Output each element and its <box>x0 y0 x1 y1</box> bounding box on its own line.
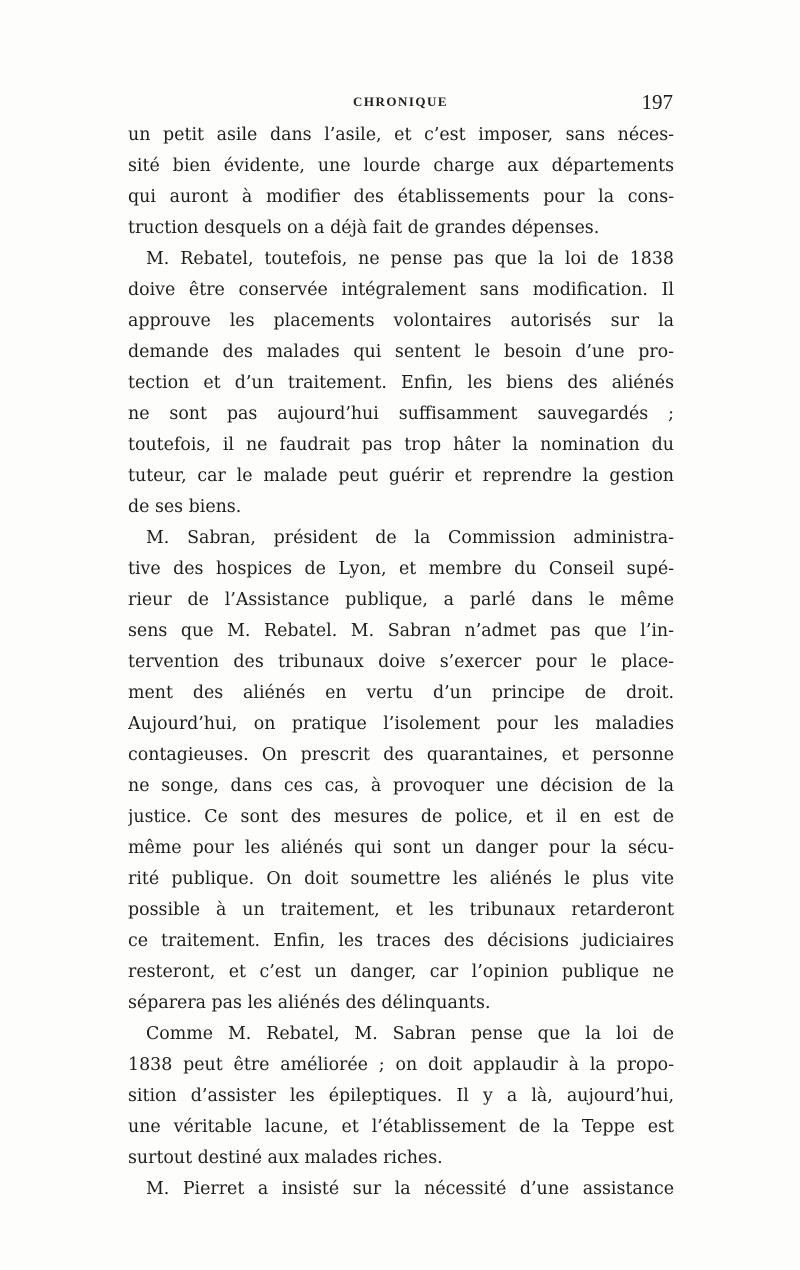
text-line: rieur de l’Assistance publique, a parlé dans le même <box>128 590 674 610</box>
text-line: ment des aliénés en vertu d’un principe de droit. <box>128 683 674 703</box>
text-line: M. Pierret a insisté sur la nécessité d’une assistance <box>146 1179 674 1199</box>
text-line: tive des hospices de Lyon, et membre du Conseil supé- <box>128 559 674 579</box>
text-line: rité publique. On doit soumettre les aliénés le plus vite <box>128 869 674 889</box>
text-line: 1838 peut être améliorée ; on doit applaudir à la propo- <box>128 1055 674 1075</box>
text-line: resteront, et c’est un danger, car l’opinion publique ne <box>128 962 674 982</box>
running-title: CHRONIQUE <box>352 94 449 109</box>
text-line: possible à un traitement, et les tribunaux retarderont <box>128 900 674 920</box>
text-line: tection et d’un traitement. Enfin, les biens des aliénés <box>128 373 674 393</box>
text-line: Aujourd’hui, on pratique l’isolement pour les maladies <box>128 714 674 734</box>
text-line: séparera pas les aliénés des délinquants. <box>128 993 491 1013</box>
text-line: un petit asile dans l’asile, et c’est imposer, sans néces- <box>128 125 674 145</box>
text-line: sens que M. Rebatel. M. Sabran n’admet pas que l’in- <box>128 621 674 641</box>
text-line: ne songe, dans ces cas, à provoquer une décision de la <box>128 776 674 796</box>
text-line: surtout destiné aux malades riches. <box>128 1148 443 1168</box>
text-line: sition d’assister les épileptiques. Il y a là, aujourd’hui, <box>128 1086 674 1106</box>
text-line: M. Sabran, président de la Commission administra- <box>146 528 674 548</box>
text-line: même pour les aliénés qui sont un danger pour la sécu- <box>128 838 674 858</box>
running-head <box>128 90 673 114</box>
text-line: ce traitement. Enfin, les traces des décisions judiciaires <box>128 931 674 951</box>
text-line: de ses biens. <box>128 497 242 517</box>
text-line: sité bien évidente, une lourde charge aux départements <box>128 156 674 176</box>
body-text <box>128 120 674 1205</box>
text-line: ne sont pas aujourd’hui suffisamment sauvegardés ; <box>128 404 674 424</box>
text-line: truction desquels on a déjà fait de grandes dépenses. <box>128 218 600 238</box>
text-line: Comme M. Rebatel, M. Sabran pense que la loi de <box>146 1024 674 1044</box>
page-number: 197 <box>641 90 673 114</box>
text-line: contagieuses. On prescrit des quarantaines, et personne <box>128 745 674 765</box>
text-line: qui auront à modifier des établissements pour la cons- <box>128 187 674 207</box>
text-line: justice. Ce sont des mesures de police, et il en est de <box>128 807 674 827</box>
text-line: tervention des tribunaux doive s’exercer pour le place- <box>128 652 674 672</box>
text-line: toutefois, il ne faudrait pas trop hâter la nomination du <box>128 435 674 455</box>
text-line: doive être conservée intégralement sans modification. Il <box>128 280 674 300</box>
text-line: tuteur, car le malade peut guérir et reprendre la gestion <box>128 466 674 486</box>
text-line: demande des malades qui sentent le besoin d’une pro- <box>128 342 674 362</box>
text-line: M. Rebatel, toutefois, ne pense pas que la loi de 1838 <box>146 249 674 269</box>
text-line: une véritable lacune, et l’établissement de la Teppe est <box>128 1117 674 1137</box>
text-line: approuve les placements volontaires autorisés sur la <box>128 311 674 331</box>
